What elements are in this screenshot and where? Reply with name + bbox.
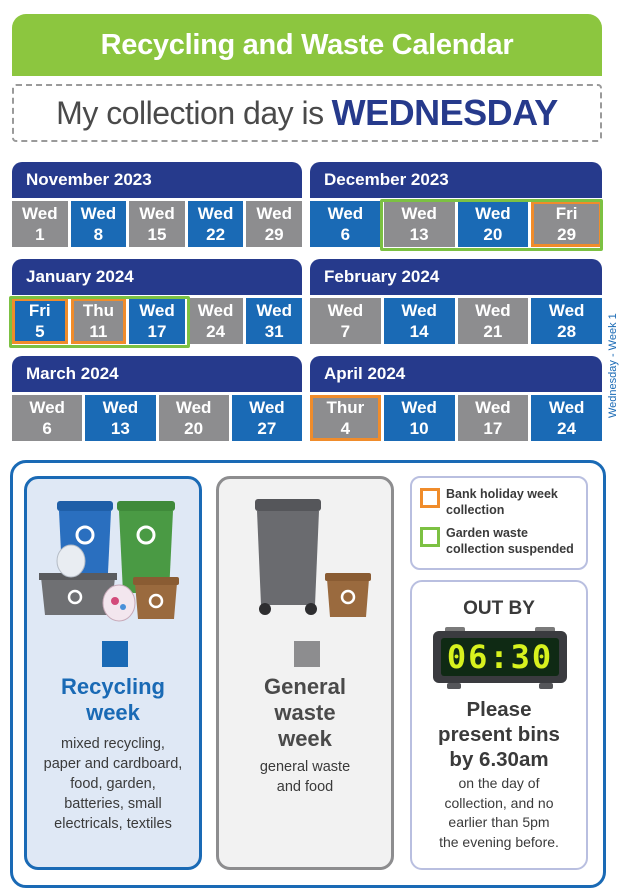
calendar-day-blue (531, 298, 602, 344)
legend-item-garden-suspended (420, 525, 578, 557)
recycling-description: mixed recycling, paper and cardboard, food, garden, batteries, small electricals, textiles (43, 736, 183, 832)
day-of-week: Wed (139, 204, 175, 223)
day-date: 13 (409, 225, 429, 244)
calendar-day-blue (129, 298, 185, 344)
day-of-week: Thu (82, 301, 114, 320)
collection-day-value: WEDNESDAY (331, 92, 558, 133)
recycling-week-card (24, 476, 202, 870)
day-of-week: Wed (80, 204, 117, 223)
day-of-week: Wed (327, 204, 364, 223)
calendar-day-grey (246, 201, 302, 247)
day-of-week: Wed (401, 204, 437, 223)
day-of-week: Wed (22, 204, 58, 223)
month-days (310, 395, 602, 441)
calendar-day-grey (12, 395, 82, 441)
day-of-week: Wed (197, 204, 234, 223)
day-date: 6 (42, 419, 52, 438)
month-days (310, 201, 602, 247)
legend-label: Garden waste collection suspended (446, 526, 574, 556)
day-of-week: Wed (475, 398, 511, 417)
day-date: 20 (184, 419, 204, 438)
month-header: January 2024 (12, 259, 302, 295)
month-block-feb-2024 (310, 259, 602, 344)
month-header: March 2024 (12, 356, 302, 392)
general-description: general waste and food (259, 759, 351, 795)
page-title (12, 14, 602, 76)
calendar-day-grey (12, 201, 68, 247)
day-of-week: Wed (197, 301, 234, 320)
general-waste-card (216, 476, 394, 870)
calendar-day-blue (71, 201, 127, 247)
calendar-day-grey (159, 395, 229, 441)
day-of-week: Wed (327, 301, 364, 320)
month-header: November 2023 (12, 162, 302, 198)
month-header: April 2024 (310, 356, 602, 392)
legend-item-bank-holiday (420, 486, 578, 518)
day-date: 29 (557, 225, 577, 244)
calendar-day-blue (384, 298, 455, 344)
day-date: 20 (483, 225, 503, 244)
day-date: 6 (340, 225, 351, 244)
day-date: 1 (35, 225, 45, 244)
day-of-week: Fri (28, 301, 51, 320)
recycling-color-swatch (102, 641, 128, 667)
month-block-nov-2023 (12, 162, 302, 247)
month-block-dec-2023 (310, 162, 602, 247)
present-bins-description: on the day of collection, and no earlier than 5pm the evening before. (439, 775, 559, 850)
day-of-week: Wed (401, 398, 437, 417)
day-date: 17 (147, 322, 167, 341)
day-date: 28 (557, 322, 577, 341)
bank-holiday-swatch (420, 488, 440, 508)
calendar-day-blue (384, 395, 455, 441)
day-of-week: Wed (256, 204, 292, 223)
day-date: 4 (340, 419, 351, 438)
month-days (12, 395, 302, 441)
clock-display: 06:30 (446, 638, 554, 676)
recycling-bins-icon (39, 493, 189, 628)
day-of-week: Wed (475, 204, 511, 223)
calendar-day-blue (188, 201, 244, 247)
general-title: General waste week (264, 674, 346, 751)
legend (410, 476, 588, 570)
day-date: 8 (93, 225, 104, 244)
calendar-day-blue (85, 395, 155, 441)
month-days (12, 298, 302, 344)
calendar-day-blue (310, 201, 381, 247)
month-days (310, 298, 602, 344)
day-date: 14 (409, 322, 429, 341)
calendar-day-grey (458, 395, 529, 441)
garden-suspended-swatch (420, 527, 440, 547)
digital-clock-icon (433, 627, 567, 691)
legend-label: Bank holiday week collection (446, 487, 558, 517)
day-date: 24 (557, 419, 577, 438)
day-date: 5 (35, 322, 45, 341)
day-of-week: Wed (175, 398, 212, 417)
day-date: 29 (264, 225, 284, 244)
calendar-day-blue (232, 395, 302, 441)
day-date: 22 (206, 225, 226, 244)
day-date: 27 (257, 419, 277, 438)
collection-day-prefix: My collection day is (56, 94, 324, 131)
out-by-title: OUT BY (463, 598, 535, 619)
day-of-week: Wed (249, 398, 285, 417)
day-date: 13 (110, 419, 130, 438)
page-title-text: Recycling and Waste Calendar (100, 28, 514, 61)
calendar-day-blue (246, 298, 302, 344)
general-color-swatch (294, 641, 320, 667)
day-date: 7 (340, 322, 351, 341)
month-header: December 2023 (310, 162, 602, 198)
calendar-day-blue (458, 201, 529, 247)
day-of-week: Wed (548, 398, 585, 417)
day-of-week: Wed (401, 301, 437, 320)
day-of-week: Wed (256, 301, 292, 320)
out-by-box (410, 580, 588, 870)
day-date: 24 (206, 322, 226, 341)
day-date: 17 (483, 419, 503, 438)
day-of-week: Wed (102, 398, 139, 417)
day-date: 15 (147, 225, 167, 244)
general-waste-bin-icon (233, 493, 383, 628)
day-of-week: Wed (548, 301, 585, 320)
day-date: 11 (89, 322, 108, 341)
day-date: 10 (409, 419, 429, 438)
side-tag: Wednesday - Week 1 (607, 313, 619, 419)
calendar-day-grey (458, 298, 529, 344)
month-block-apr-2024 (310, 356, 602, 441)
day-of-week: Fri (555, 204, 578, 223)
day-of-week: Wed (475, 301, 511, 320)
calendar-day-grey-bank-holiday (531, 201, 602, 247)
calendar-day-grey (310, 298, 381, 344)
day-date: 31 (264, 322, 284, 341)
calendar-day-grey-bank-holiday (310, 395, 381, 441)
month-block-mar-2024 (12, 356, 302, 441)
calendar-day-grey-bank-holiday (71, 298, 127, 344)
month-block-jan-2024 (12, 259, 302, 344)
day-of-week: Wed (29, 398, 65, 417)
month-days (12, 201, 302, 247)
day-of-week: Thur (326, 398, 365, 417)
day-date: 21 (483, 322, 503, 341)
calendar-day-grey (129, 201, 185, 247)
day-of-week: Wed (139, 301, 175, 320)
calendar-day-grey (188, 298, 244, 344)
calendar-day-blue-bank-holiday (12, 298, 68, 344)
month-header: February 2024 (310, 259, 602, 295)
calendar-day-blue (531, 395, 602, 441)
calendar-day-grey (384, 201, 455, 247)
collection-day-banner (12, 84, 602, 142)
recycling-title: Recycling week (61, 674, 165, 725)
present-bins-heading: Please present bins by 6.30am (438, 698, 560, 771)
